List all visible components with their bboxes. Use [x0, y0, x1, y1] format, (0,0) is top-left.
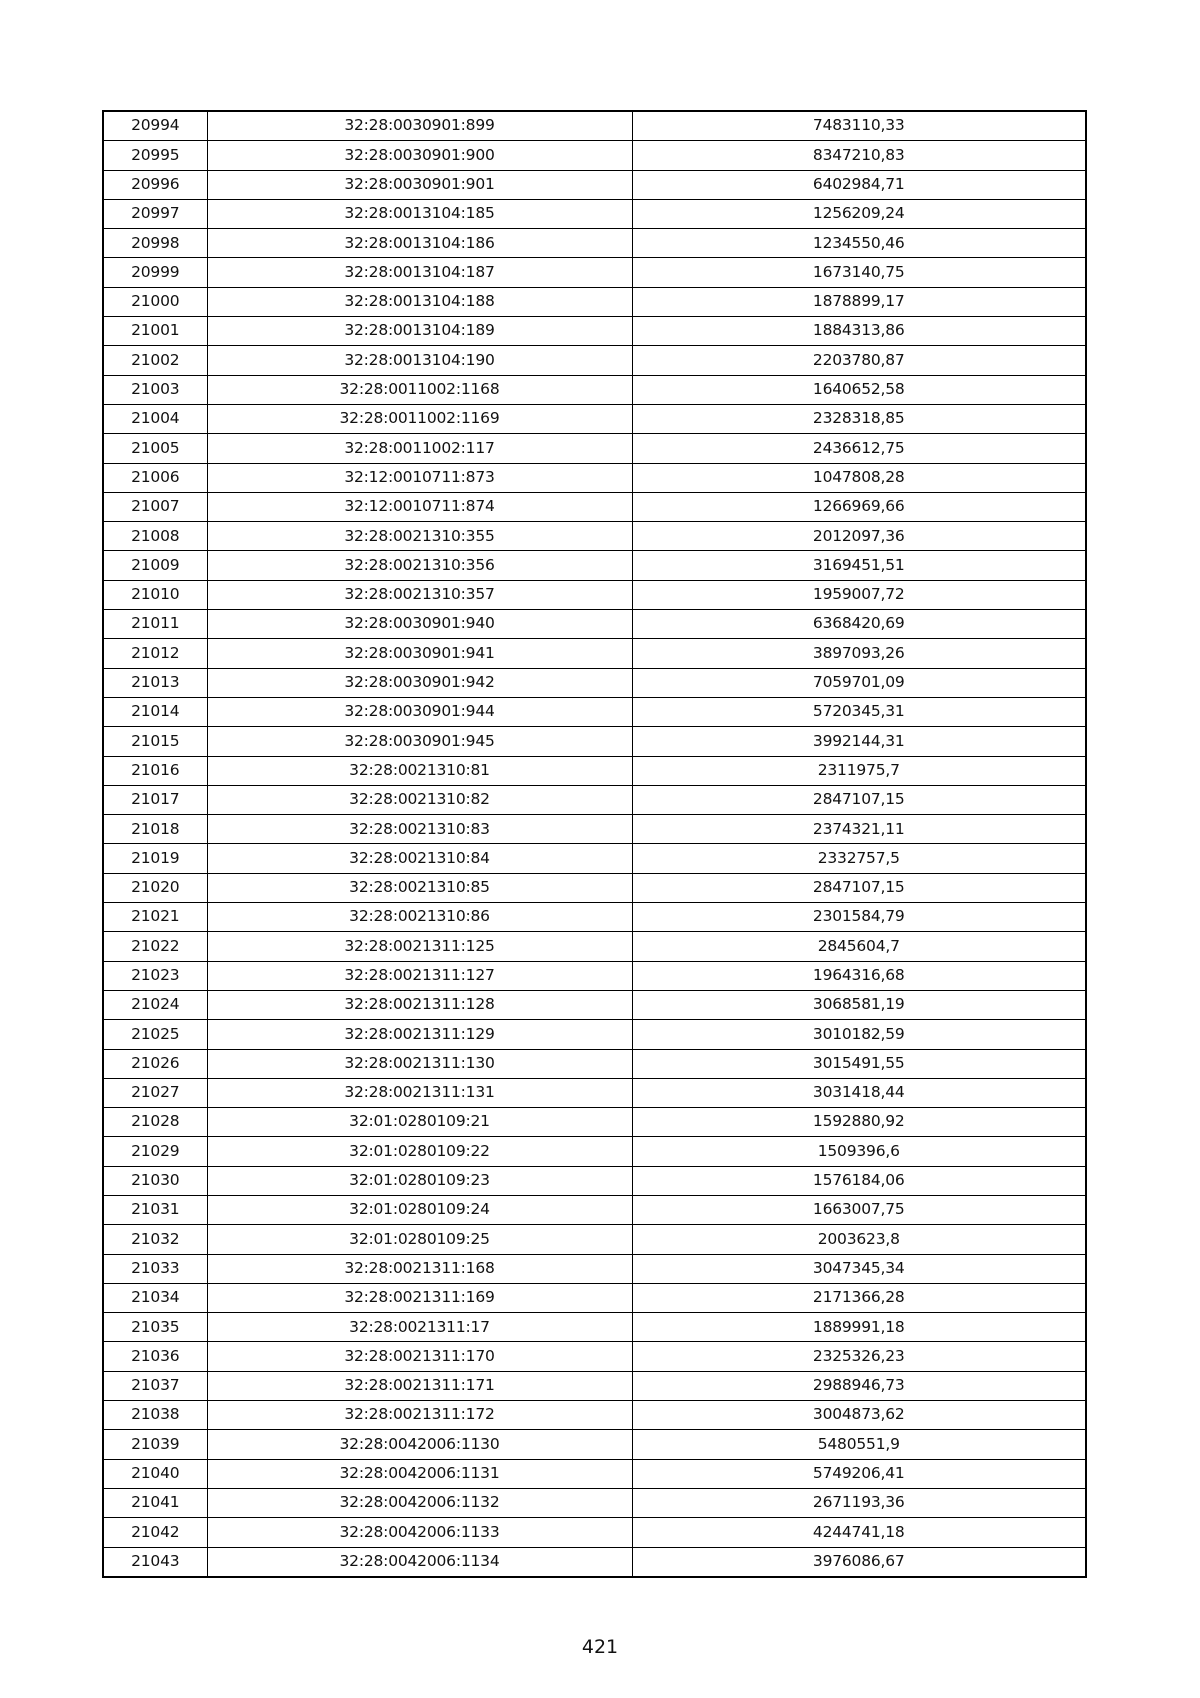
cadastral-value-cell: 2374321,11: [632, 815, 1086, 844]
row-number-cell: 21019: [103, 844, 207, 873]
cadastral-value-cell: 2988946,73: [632, 1371, 1086, 1400]
cadastral-value-cell: 1884313,86: [632, 317, 1086, 346]
row-number-cell: 21015: [103, 727, 207, 756]
cadastral-value-cell: 1592880,92: [632, 1108, 1086, 1137]
cadastral-value-cell: 7059701,09: [632, 668, 1086, 697]
row-number-cell: 21028: [103, 1108, 207, 1137]
row-number-cell: 21022: [103, 932, 207, 961]
cadastral-value-cell: 6402984,71: [632, 170, 1086, 199]
cadastral-number-cell: 32:28:0021310:82: [207, 785, 632, 814]
cadastral-number-cell: 32:12:0010711:874: [207, 492, 632, 521]
cadastral-value-cell: 2003623,8: [632, 1225, 1086, 1254]
table-row: [103, 668, 1086, 697]
cadastral-value-cell: 6368420,69: [632, 610, 1086, 639]
table-row: [103, 1195, 1086, 1224]
cadastral-number-cell: 32:12:0010711:873: [207, 463, 632, 492]
table-row: [103, 1137, 1086, 1166]
row-number-cell: 21036: [103, 1342, 207, 1371]
table-row: [103, 1049, 1086, 1078]
row-number-cell: 21020: [103, 873, 207, 902]
row-number-cell: 21029: [103, 1137, 207, 1166]
row-number-cell: 21017: [103, 785, 207, 814]
cadastral-number-cell: 32:01:0280109:24: [207, 1195, 632, 1224]
row-number-cell: 21001: [103, 317, 207, 346]
cadastral-number-cell: 32:28:0021310:84: [207, 844, 632, 873]
cadastral-number-cell: 32:28:0013104:187: [207, 258, 632, 287]
row-number-cell: 20997: [103, 199, 207, 228]
cadastral-number-cell: 32:28:0042006:1133: [207, 1518, 632, 1547]
table-row: [103, 375, 1086, 404]
cadastral-value-cell: 1234550,46: [632, 229, 1086, 258]
table-row: [103, 346, 1086, 375]
table-row: [103, 844, 1086, 873]
cadastral-value-cell: 1663007,75: [632, 1195, 1086, 1224]
cadastral-number-cell: 32:28:0030901:944: [207, 697, 632, 726]
cadastral-value-cell: 2311975,7: [632, 756, 1086, 785]
cadastral-number-cell: 32:28:0030901:901: [207, 170, 632, 199]
row-number-cell: 21007: [103, 492, 207, 521]
row-number-cell: 21037: [103, 1371, 207, 1400]
cadastral-number-cell: 32:28:0011002:1168: [207, 375, 632, 404]
table-row: [103, 639, 1086, 668]
cadastral-value-cell: 2671193,36: [632, 1488, 1086, 1517]
table-row: [103, 815, 1086, 844]
row-number-cell: 20995: [103, 141, 207, 170]
cadastral-value-cell: 1640652,58: [632, 375, 1086, 404]
cadastral-value-cell: 3897093,26: [632, 639, 1086, 668]
cadastral-number-cell: 32:28:0042006:1131: [207, 1459, 632, 1488]
table-row: [103, 610, 1086, 639]
cadastral-number-cell: 32:28:0021310:85: [207, 873, 632, 902]
cadastral-number-cell: 32:28:0021310:86: [207, 903, 632, 932]
cadastral-value-cell: 2845604,7: [632, 932, 1086, 961]
cadastral-number-cell: 32:28:0021311:131: [207, 1078, 632, 1107]
cadastral-value-cell: 8347210,83: [632, 141, 1086, 170]
table-row: [103, 961, 1086, 990]
cadastral-value-cell: 3992144,31: [632, 727, 1086, 756]
cadastral-value-cell: 1964316,68: [632, 961, 1086, 990]
cadastral-value-cell: 4244741,18: [632, 1518, 1086, 1547]
cadastral-value-cell: 2847107,15: [632, 785, 1086, 814]
row-number-cell: 21003: [103, 375, 207, 404]
row-number-cell: 21030: [103, 1166, 207, 1195]
row-number-cell: 20999: [103, 258, 207, 287]
row-number-cell: 21042: [103, 1518, 207, 1547]
row-number-cell: 21005: [103, 434, 207, 463]
row-number-cell: 21004: [103, 404, 207, 433]
row-number-cell: 21041: [103, 1488, 207, 1517]
cadastral-value-cell: 3031418,44: [632, 1078, 1086, 1107]
cadastral-value-cell: 3169451,51: [632, 551, 1086, 580]
cadastral-number-cell: 32:28:0021311:129: [207, 1020, 632, 1049]
row-number-cell: 21033: [103, 1254, 207, 1283]
cadastral-number-cell: 32:28:0042006:1134: [207, 1547, 632, 1577]
row-number-cell: 21032: [103, 1225, 207, 1254]
row-number-cell: 21023: [103, 961, 207, 990]
table-row: [103, 1401, 1086, 1430]
cadastral-number-cell: 32:28:0021311:17: [207, 1313, 632, 1342]
cadastral-value-cell: 2332757,5: [632, 844, 1086, 873]
row-number-cell: 20998: [103, 229, 207, 258]
row-number-cell: 21011: [103, 610, 207, 639]
table-row: [103, 1313, 1086, 1342]
row-number-cell: 21039: [103, 1430, 207, 1459]
table-row: [103, 1430, 1086, 1459]
table-row: [103, 317, 1086, 346]
table-row: [103, 1254, 1086, 1283]
row-number-cell: 21009: [103, 551, 207, 580]
table-row: [103, 1283, 1086, 1312]
row-number-cell: 21013: [103, 668, 207, 697]
row-number-cell: 21031: [103, 1195, 207, 1224]
table-row: [103, 229, 1086, 258]
cadastral-value-cell: 1576184,06: [632, 1166, 1086, 1195]
cadastral-value-cell: 2012097,36: [632, 522, 1086, 551]
table-row: [103, 463, 1086, 492]
cadastral-value-cell: 3047345,34: [632, 1254, 1086, 1283]
table-row: [103, 434, 1086, 463]
cadastral-number-cell: 32:28:0021311:128: [207, 990, 632, 1019]
cadastral-number-cell: 32:28:0013104:188: [207, 287, 632, 316]
cadastral-value-cell: 2203780,87: [632, 346, 1086, 375]
row-number-cell: 21018: [103, 815, 207, 844]
cadastral-number-cell: 32:28:0021311:130: [207, 1049, 632, 1078]
row-number-cell: 21024: [103, 990, 207, 1019]
cadastral-value-cell: 1959007,72: [632, 580, 1086, 609]
cadastral-number-cell: 32:01:0280109:22: [207, 1137, 632, 1166]
cadastral-value-cell: 2171366,28: [632, 1283, 1086, 1312]
table-row: [103, 551, 1086, 580]
cadastral-value-cell: 1266969,66: [632, 492, 1086, 521]
cadastral-value-cell: 2328318,85: [632, 404, 1086, 433]
table-row: [103, 1371, 1086, 1400]
table-row: [103, 1078, 1086, 1107]
cadastral-value-cell: 2301584,79: [632, 903, 1086, 932]
cadastral-number-cell: 32:28:0042006:1132: [207, 1488, 632, 1517]
cadastral-number-cell: 32:28:0030901:945: [207, 727, 632, 756]
cadastral-number-cell: 32:28:0013104:189: [207, 317, 632, 346]
cadastral-value-cell: 1889991,18: [632, 1313, 1086, 1342]
row-number-cell: 21008: [103, 522, 207, 551]
cadastral-value-cell: 2847107,15: [632, 873, 1086, 902]
table-row: [103, 492, 1086, 521]
cadastral-value-cell: 5749206,41: [632, 1459, 1086, 1488]
cadastral-number-cell: 32:28:0021311:169: [207, 1283, 632, 1312]
cadastral-number-cell: 32:28:0021311:172: [207, 1401, 632, 1430]
table-row: [103, 727, 1086, 756]
table-row: [103, 199, 1086, 228]
cadastral-number-cell: 32:28:0030901:940: [207, 610, 632, 639]
cadastral-value-cell: 2436612,75: [632, 434, 1086, 463]
cadastral-number-cell: 32:28:0021311:127: [207, 961, 632, 990]
cadastral-value-cell: 3068581,19: [632, 990, 1086, 1019]
row-number-cell: 21035: [103, 1313, 207, 1342]
table-row: [103, 1518, 1086, 1547]
table-row: [103, 1108, 1086, 1137]
table-row: [103, 522, 1086, 551]
cadastral-value-cell: 2325326,23: [632, 1342, 1086, 1371]
table-row: [103, 756, 1086, 785]
table-row: [103, 697, 1086, 726]
table-row: [103, 141, 1086, 170]
row-number-cell: 21043: [103, 1547, 207, 1577]
cadastral-number-cell: 32:28:0030901:900: [207, 141, 632, 170]
table-row: [103, 1166, 1086, 1195]
cadastral-number-cell: 32:01:0280109:25: [207, 1225, 632, 1254]
cadastral-number-cell: 32:01:0280109:21: [207, 1108, 632, 1137]
table-row: [103, 170, 1086, 199]
cadastral-number-cell: 32:28:0021311:168: [207, 1254, 632, 1283]
page-number: 421: [581, 1636, 619, 1658]
table-row: [103, 1225, 1086, 1254]
table-row: [103, 785, 1086, 814]
row-number-cell: 21006: [103, 463, 207, 492]
cadastral-number-cell: 32:28:0042006:1130: [207, 1430, 632, 1459]
table-row: [103, 258, 1086, 287]
cadastral-number-cell: 32:01:0280109:23: [207, 1166, 632, 1195]
table-row: [103, 111, 1086, 141]
table-row: [103, 932, 1086, 961]
table-row: [103, 1020, 1086, 1049]
row-number-cell: 21010: [103, 580, 207, 609]
table-row: [103, 580, 1086, 609]
table-row: [103, 287, 1086, 316]
table-row: [103, 1459, 1086, 1488]
row-number-cell: 20994: [103, 111, 207, 141]
cadastral-number-cell: 32:28:0021310:357: [207, 580, 632, 609]
table-row: [103, 1488, 1086, 1517]
cadastral-value-cell: 3010182,59: [632, 1020, 1086, 1049]
cadastral-number-cell: 32:28:0013104:186: [207, 229, 632, 258]
cadastral-value-cell: 5480551,9: [632, 1430, 1086, 1459]
row-number-cell: 21026: [103, 1049, 207, 1078]
cadastral-number-cell: 32:28:0013104:185: [207, 199, 632, 228]
row-number-cell: 21034: [103, 1283, 207, 1312]
row-number-cell: 21016: [103, 756, 207, 785]
row-number-cell: 21014: [103, 697, 207, 726]
cadastral-value-cell: 3976086,67: [632, 1547, 1086, 1577]
table-row: [103, 990, 1086, 1019]
cadastral-number-cell: 32:28:0021311:125: [207, 932, 632, 961]
cadastral-number-cell: 32:28:0021310:355: [207, 522, 632, 551]
cadastral-number-cell: 32:28:0030901:942: [207, 668, 632, 697]
cadastral-value-cell: 3004873,62: [632, 1401, 1086, 1430]
cadastral-number-cell: 32:28:0021310:81: [207, 756, 632, 785]
cadastral-value-cell: 1509396,6: [632, 1137, 1086, 1166]
cadastral-number-cell: 32:28:0013104:190: [207, 346, 632, 375]
row-number-cell: 21038: [103, 1401, 207, 1430]
cadastral-value-cell: 5720345,31: [632, 697, 1086, 726]
row-number-cell: 21002: [103, 346, 207, 375]
cadastral-number-cell: 32:28:0021311:170: [207, 1342, 632, 1371]
row-number-cell: 21027: [103, 1078, 207, 1107]
cadastral-number-cell: 32:28:0030901:941: [207, 639, 632, 668]
cadastral-value-cell: 1878899,17: [632, 287, 1086, 316]
table-row: [103, 404, 1086, 433]
cadastral-number-cell: 32:28:0021310:83: [207, 815, 632, 844]
cadastral-number-cell: 32:28:0021310:356: [207, 551, 632, 580]
cadastral-value-cell: 7483110,33: [632, 111, 1086, 141]
cadastral-number-cell: 32:28:0021311:171: [207, 1371, 632, 1400]
table-row: [103, 1342, 1086, 1371]
cadastral-value-cell: 3015491,55: [632, 1049, 1086, 1078]
cadastral-number-cell: 32:28:0030901:899: [207, 111, 632, 141]
table-body: [103, 111, 1086, 1577]
row-number-cell: 21021: [103, 903, 207, 932]
row-number-cell: 21025: [103, 1020, 207, 1049]
cadastral-value-cell: 1256209,24: [632, 199, 1086, 228]
row-number-cell: 21000: [103, 287, 207, 316]
row-number-cell: 21012: [103, 639, 207, 668]
cadastral-number-cell: 32:28:0011002:1169: [207, 404, 632, 433]
table-row: [103, 873, 1086, 902]
cadastral-value-cell: 1673140,75: [632, 258, 1086, 287]
cadastral-value-cell: 1047808,28: [632, 463, 1086, 492]
row-number-cell: 21040: [103, 1459, 207, 1488]
row-number-cell: 20996: [103, 170, 207, 199]
cadastral-value-table: [102, 110, 1087, 1578]
table-row: [103, 1547, 1086, 1577]
table-row: [103, 903, 1086, 932]
cadastral-number-cell: 32:28:0011002:117: [207, 434, 632, 463]
